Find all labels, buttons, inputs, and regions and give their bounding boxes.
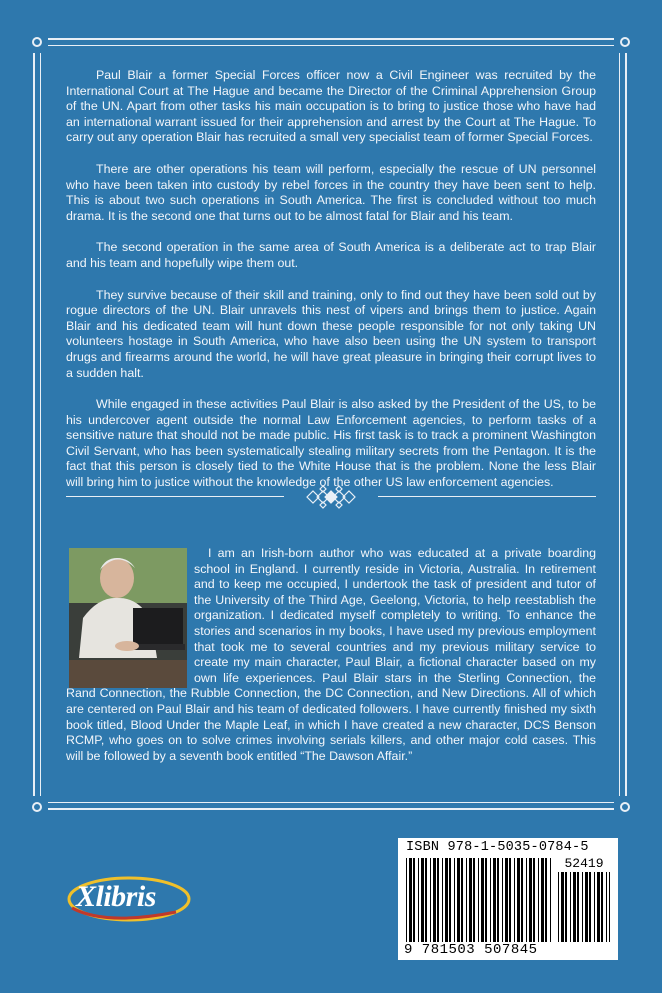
barcode-bar — [545, 858, 547, 942]
author-bio — [66, 546, 596, 764]
blurb-paragraph: The second operation in the same area of South America is a deliberate act to trap Blair and his team and hopefully wipe them out. — [66, 240, 596, 270]
barcode-bar — [497, 858, 499, 942]
barcode-bar — [505, 858, 508, 942]
publisher-logo-text: Xlibris — [76, 880, 156, 913]
corner-ornament-bottom-right — [614, 796, 636, 818]
barcode-bar — [406, 858, 407, 942]
barcode-bar — [466, 858, 467, 942]
barcode-bar — [526, 858, 527, 942]
barcode-bar — [478, 858, 479, 942]
barcode-bar — [413, 858, 415, 942]
barcode-bar — [594, 872, 595, 942]
barcode-bar — [573, 872, 576, 942]
isbn-label: ISBN 978-1-5035-0784-5 — [406, 840, 589, 855]
blurb-paragraph: They survive because of their skill and training, only to find out they have been sold out by rogue directors of the UN. Blair unravels this nest of vipers and brings them to justice. Again Blair and his dedicated team will hunt down these people responsible for not only taking UN volunteers hostage in South America, who have also been using the UN system to transport drugs and firearms around the world, he will have great pleasure in bringing their corrupt lives to a sudden halt. — [66, 287, 596, 380]
ean-barcode-bars — [406, 858, 552, 942]
barcode-bar — [469, 858, 472, 942]
divider-line-left — [66, 496, 284, 497]
barcode-bar — [514, 858, 515, 942]
corner-ornament-bottom-left — [26, 796, 48, 818]
corner-ornament-top-right — [614, 31, 636, 53]
bio-text: I am an Irish-born author who was educated at a private boarding school in England. I currently reside in Victoria, Australia. In retirement and to keep me occupied, I undertook the task of president and tutor of the University of the Third Age, Geelong, Victoria, to help reestablish the organization. I dedicated myself completely to writing. To enhance the stories and scenarios in my books, I have used my previous employment that took me to several countries and my previous military service to create my main character, Paul Blair, a fictional character based on my own life experiences. Paul Blair stars in the Sterling Connection, the Rand Connection, the Rubble Connection, the DC Connection, and New Directions. All of which are centered on Paul Blair and his team of dedicated followers. I have currently finished my sixth book titled, Blood Under the Maple Leaf, in which I have created a new character, DCS Benson RCMP, who goes on to solve crimes involving serials killers, and other major cold cases. This will be followed by a seventh book entitled “The Dawson Affair.” — [66, 546, 596, 763]
barcode-bar — [565, 872, 567, 942]
barcode-bar — [461, 858, 463, 942]
barcode-bar — [493, 858, 496, 942]
barcode-bar — [421, 858, 424, 942]
photo-spacer — [66, 546, 194, 686]
price-code: 52419 — [564, 856, 604, 871]
blurb-paragraph: While engaged in these activities Paul Blair is also asked by the President of the US, to be his undercover agent outside the normal Law Enforcement agencies, to perform tasks of a sensitive nature that should not be made public. His first task is to track a prominent Washington Civil Servant, who has been systematically stealing military secrets from the Pentagon. It is the fact that this person is closely tied to the White House that is the problem. None the less Blair will bring him to justice without the knowledge of the other US law enforcement agencies. — [66, 397, 596, 490]
barcode-bar — [473, 858, 475, 942]
barcode-bar — [521, 858, 523, 942]
blurb-paragraph: Paul Blair a former Special Forces officer now a Civil Engineer was recruited by the International Court at The Hague and became the Director of the Criminal Apprehension Group of the UN. Apart from other tasks his main occupation is to bring to justice those who have had an international warrant issued for their apprehension and arrest by the Court at The Hague. To carry out any operation Blair has recruited a small very specialist team of former Special Forces. — [66, 68, 596, 145]
barcode-bar — [561, 872, 564, 942]
barcode-bar — [529, 858, 532, 942]
book-blurb — [66, 68, 596, 507]
barcode-bar — [550, 858, 551, 942]
barcode-bar — [481, 858, 484, 942]
barcode-bar — [558, 872, 559, 942]
barcode-bar — [570, 872, 571, 942]
section-divider — [66, 485, 596, 509]
barcode-bar — [606, 872, 607, 942]
barcode-bar — [454, 858, 455, 942]
barcode-bar — [485, 858, 487, 942]
barcode-bar — [582, 872, 583, 942]
barcode-bar — [409, 858, 412, 942]
barcode-bar — [457, 858, 460, 942]
barcode-bar — [502, 858, 503, 942]
barcode-bar — [589, 872, 591, 942]
corner-ornament-top-left — [26, 31, 48, 53]
barcode-bar — [585, 872, 588, 942]
blurb-paragraph: There are other operations his team will perform, especially the rescue of UN personnel who have been taken into custody by rebel forces in the country they have been sent to help. This is about two such operations in South America. The first is concluded without too much drama. It is the second one that turns out to be almost fatal for Blair and his team. — [66, 161, 596, 223]
barcode-bar — [601, 872, 603, 942]
barcode-bar — [609, 872, 610, 942]
ean-digits: 9 781503 507845 — [404, 942, 538, 958]
barcode-bar — [490, 858, 491, 942]
barcode-bar — [533, 858, 535, 942]
barcode-bar — [538, 858, 539, 942]
barcode-bar — [442, 858, 443, 942]
barcode-bar — [597, 872, 600, 942]
addon-barcode-bars — [558, 872, 610, 942]
divider-line-right — [378, 496, 596, 497]
barcode-bar — [425, 858, 427, 942]
barcode-bar — [517, 858, 520, 942]
barcode-bar — [577, 872, 579, 942]
barcode-bar — [418, 858, 419, 942]
barcode-bar — [509, 858, 511, 942]
isbn-barcode — [398, 838, 618, 960]
barcode-bar — [437, 858, 439, 942]
barcode-bar — [449, 858, 451, 942]
diamond-ornament-icon — [303, 485, 359, 509]
publisher-logo — [66, 872, 192, 924]
barcode-bar — [541, 858, 544, 942]
barcode-bar — [445, 858, 448, 942]
barcode-bar — [430, 858, 431, 942]
barcode-bar — [433, 858, 436, 942]
